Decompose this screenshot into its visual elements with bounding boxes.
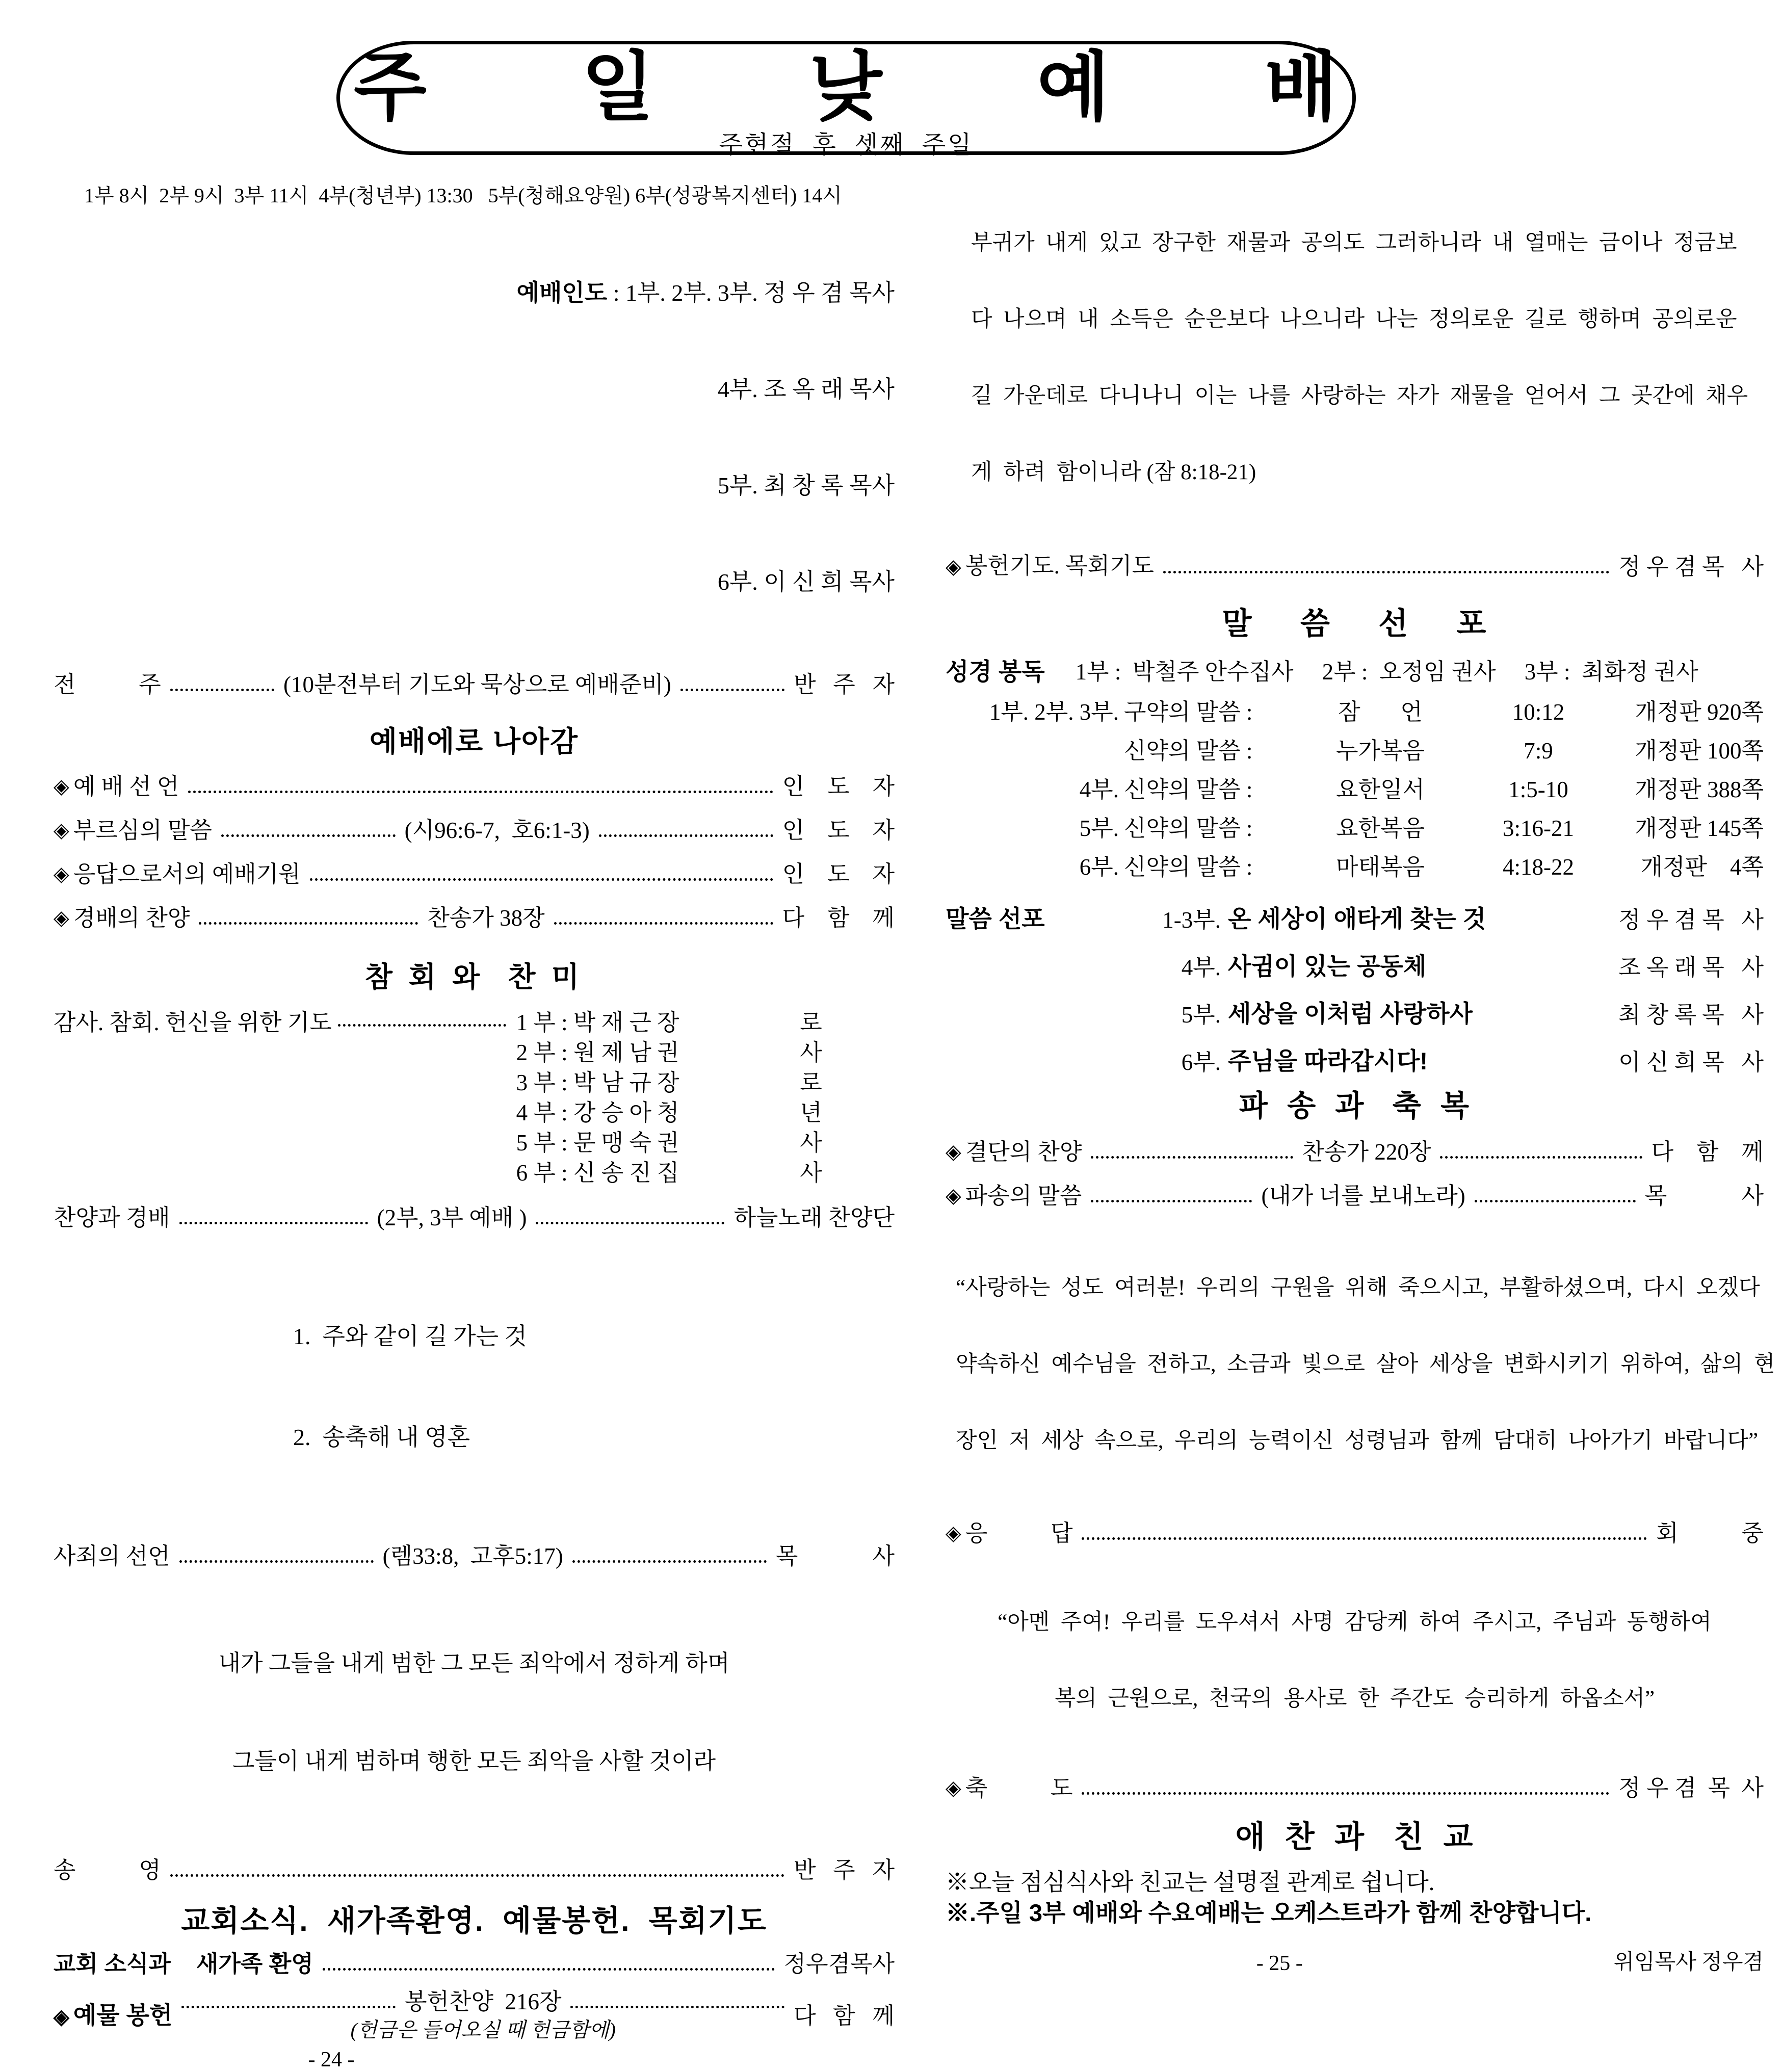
news-right: 정우겸목사 xyxy=(783,1951,895,1977)
leader-line: 5부. 최 창 록 목사 xyxy=(717,473,895,499)
reading-kind: 신약의 말씀 : xyxy=(1124,777,1253,802)
page-title: 주 일 낮 예 배 xyxy=(353,45,1339,129)
order-right: 다 함 께 xyxy=(782,905,895,931)
order-right: 인 도 자 xyxy=(782,861,895,887)
sermon-label: 말씀 선포 xyxy=(946,905,1045,932)
person-title: 사 xyxy=(800,1160,822,1186)
title-box xyxy=(336,41,1356,159)
notice-line: ※오늘 점심식사와 친교는 설명절 관계로 쉽니다. xyxy=(946,1869,1435,1895)
order-label: 파송의 말씀 xyxy=(965,1183,1082,1209)
benediction-label: 축 도 xyxy=(965,1775,1073,1801)
section-word-title: 말 씀 선 포 xyxy=(1222,607,1487,641)
offering-label-text: 예물 봉헌 xyxy=(73,2001,173,2029)
reading-book: 요한일서 xyxy=(1336,777,1425,802)
opening-verse xyxy=(946,179,1764,536)
diamond-icon: ◈ xyxy=(946,1140,961,1163)
diamond-icon: ◈ xyxy=(946,555,961,578)
prayer-person xyxy=(516,1158,822,1188)
reading-book: 요한복음 xyxy=(1336,816,1425,841)
order-label: 경배의 찬양 xyxy=(73,905,190,931)
page-number-right: - 25 - xyxy=(1256,1952,1303,1975)
dotted-leader xyxy=(179,1560,374,1563)
sermon-title: 온 세상이 애타게 찾는 것 xyxy=(1228,905,1486,932)
order-center: (시96:6-7, 호6:1-3) xyxy=(404,818,590,843)
order-right: 다 함 께 xyxy=(1651,1139,1764,1165)
verse-line: 다 나으며 내 소득은 순은보다 나으니라 나는 정의로운 길로 행하며 공의로운 xyxy=(971,307,1737,331)
praise-row xyxy=(54,1203,895,1232)
service-schedule: 1부 8시 2부 9시 3부 11시 4부(청년부) 13:30 5부(청해요양원) 6부(성광복지센터) 14시 xyxy=(84,184,842,207)
sermon-title: 사귐이 있는 공동체 xyxy=(1228,953,1427,980)
dotted-leader xyxy=(1475,1200,1636,1202)
person-name: 3 부 : 박 남 규 장 xyxy=(516,1070,679,1095)
sermon-row xyxy=(946,995,1764,1029)
order-label: 예 배 선 언 xyxy=(73,774,179,799)
absolution-right: 목 사 xyxy=(775,1543,895,1569)
dotted-leader xyxy=(1082,1537,1647,1540)
offering-hymn-line xyxy=(172,1987,794,2016)
leader-line: 6부. 이 신 희 목사 xyxy=(717,569,895,595)
absolution-label: 사죄의 선언 xyxy=(54,1543,170,1569)
order-label: 결단의 찬양 xyxy=(965,1139,1082,1165)
section-announcements-title: 교회소식. 새가족환영. 예물봉헌. 목회기도 xyxy=(181,1904,767,1937)
benediction-row xyxy=(946,1774,1764,1802)
sermon-part: 1-3부. xyxy=(1162,907,1221,933)
offering-row xyxy=(54,1987,895,2044)
dotted-leader xyxy=(310,878,773,881)
sermon-part: 4부. xyxy=(1181,955,1221,980)
order-center: 찬송가 220장 xyxy=(1302,1139,1431,1165)
reading-part xyxy=(946,738,1119,764)
dotted-leader xyxy=(221,834,396,837)
reading-part: 4부. xyxy=(1079,777,1119,802)
order-row xyxy=(946,1182,1764,1210)
benediction-right: 정 우 겸 목 사 xyxy=(1618,1775,1764,1801)
dotted-leader xyxy=(323,1968,775,1971)
reading-part: 6부. xyxy=(1079,854,1119,880)
diamond-icon: ◈ xyxy=(54,862,69,885)
diamond-icon: ◈ xyxy=(54,2005,69,2028)
dotted-leader xyxy=(554,922,773,925)
reading-page: 개정판 100쪽 xyxy=(1635,738,1764,764)
quote-line: 복의 근원으로, 천국의 용사로 한 주간도 승리하게 하옵소서” xyxy=(1054,1687,1655,1711)
person-name: 1 부 : 박 재 근 장 xyxy=(516,1010,679,1035)
page-number-left: - 24 - xyxy=(308,2048,355,2071)
reading-ref: 10:12 xyxy=(1512,699,1565,725)
sermon-part: 6부. xyxy=(1181,1050,1221,1075)
prelude-note: (10분전부터 기도와 묵상으로 예배준비) xyxy=(283,672,671,697)
prayer-person xyxy=(516,1098,822,1128)
reading-book: 잠 언 xyxy=(1338,699,1423,725)
person-title: 로 xyxy=(800,1070,822,1095)
reading-part: 5부. xyxy=(1079,816,1119,841)
absolution-verse xyxy=(54,1582,895,1843)
order-row xyxy=(54,904,895,932)
diamond-icon: ◈ xyxy=(946,1776,961,1799)
sending-quote xyxy=(946,1224,1775,1505)
praise-label: 찬양과 경배 xyxy=(54,1205,170,1230)
dotted-leader xyxy=(572,1560,767,1563)
reading-page: 개정판 4쪽 xyxy=(1640,854,1764,880)
notice-line-bold: ※.주일 3부 예배와 수요예배는 오케스트라가 함께 찬양합니다. xyxy=(946,1899,1592,1926)
left-page xyxy=(54,179,895,2072)
dotted-leader xyxy=(1440,1156,1642,1159)
prayer-person xyxy=(516,1128,822,1158)
section-fellowship-title: 애 찬 과 친 교 xyxy=(1235,1820,1474,1854)
response-label: 응 답 xyxy=(965,1520,1073,1546)
order-row xyxy=(54,816,895,845)
sermon-row xyxy=(946,1042,1764,1077)
offering-middle xyxy=(172,1987,794,2044)
sermon-part: 5부. xyxy=(1181,1002,1221,1028)
response-quote xyxy=(946,1559,1764,1763)
prayer-person xyxy=(516,1038,822,1068)
offering-prayer-text: 봉헌기도. 목회기도 xyxy=(965,553,1155,579)
doxology-row xyxy=(54,1856,895,1884)
reading-row xyxy=(946,816,1764,841)
verse-line: 내가 그들을 내게 범한 그 모든 죄악에서 정하게 하며 xyxy=(218,1650,730,1676)
order-row xyxy=(54,860,895,888)
prayer-people xyxy=(516,1008,822,1188)
section-approach-title: 예배에로 나아감 xyxy=(369,725,579,757)
dotted-leader xyxy=(680,689,784,691)
order-right: 목 사 xyxy=(1644,1183,1764,1209)
reading-kind: 신약의 말씀 : xyxy=(1124,816,1253,841)
dotted-leader xyxy=(338,1024,506,1027)
dotted-leader xyxy=(170,689,274,691)
diamond-icon: ◈ xyxy=(54,906,69,929)
dotted-leader xyxy=(179,1222,368,1224)
order-label: 응답으로서의 예배기원 xyxy=(73,861,301,887)
person-title: 로 xyxy=(800,1010,822,1035)
dotted-leader xyxy=(1091,1200,1252,1202)
verse-line: 길 가운데로 다니나니 이는 나를 사랑하는 자가 재물을 얻어서 그 곳간에 채우 xyxy=(971,384,1748,408)
offering-prayer-row xyxy=(946,552,1764,581)
leader-line xyxy=(54,277,895,309)
person-title: 사 xyxy=(800,1040,822,1065)
prelude-row xyxy=(54,670,895,699)
person-name: 6 부 : 신 송 진 집 xyxy=(516,1160,679,1186)
dotted-leader xyxy=(1091,1156,1293,1159)
reading-ref: 1:5-10 xyxy=(1508,777,1568,802)
dotted-leader xyxy=(170,1874,784,1877)
diamond-icon: ◈ xyxy=(946,1522,961,1544)
prayer-row xyxy=(54,1008,895,1188)
prelude-right: 반 주 자 xyxy=(794,672,895,697)
verse-line: 부귀가 내게 있고 장구한 재물과 공의도 그러하니라 내 열매는 금이나 정금보 xyxy=(971,231,1737,255)
page-subtitle: 주현절 후 셋째 주일 xyxy=(719,132,974,159)
order-row xyxy=(54,772,895,801)
sermon-preacher: 최 창 록 목 사 xyxy=(1618,1002,1764,1028)
dotted-leader xyxy=(1082,1792,1609,1795)
offering-label xyxy=(54,2001,172,2031)
dotted-leader xyxy=(599,834,773,837)
reading-part: 1부. 2부. 3부. xyxy=(989,699,1119,725)
diamond-icon: ◈ xyxy=(946,1184,961,1207)
leader-label: 예배인도 xyxy=(516,279,608,306)
reading-row xyxy=(946,854,1764,880)
dotted-leader xyxy=(188,791,773,793)
section-sending-title: 파 송 과 축 복 xyxy=(1239,1089,1471,1122)
sermon-preacher: 정 우 겸 목 사 xyxy=(1618,907,1764,933)
reading-book: 누가복음 xyxy=(1336,738,1425,764)
order-label: 부르심의 말씀 xyxy=(73,818,212,843)
prelude-label: 전 주 xyxy=(54,672,161,697)
reading-ref: 3:16-21 xyxy=(1503,816,1574,841)
absolution-row xyxy=(54,1542,895,1570)
quote-line: 약속하신 예수님을 전하고, 소금과 빛으로 살아 세상을 변화시키기 위하여, 삶의 현 xyxy=(956,1352,1775,1376)
sermon-preacher: 조 옥 래 목 사 xyxy=(1618,955,1764,980)
offering-hymn: 봉헌찬양 216장 xyxy=(405,1989,562,2014)
response-row xyxy=(946,1519,1764,1548)
quote-line: 장인 저 세상 속으로, 우리의 능력이신 성령님과 함께 담대히 나아가기 바랍니다” xyxy=(956,1429,1759,1453)
person-name: 4 부 : 강 승 아 청 xyxy=(516,1100,679,1125)
sermon-title: 세상을 이처럼 사랑하사 xyxy=(1228,1000,1473,1027)
scripture-reading-row xyxy=(946,658,1764,686)
order-right: 인 도 자 xyxy=(782,818,895,843)
reading-kind: 구약의 말씀 : xyxy=(1124,699,1253,725)
diamond-icon: ◈ xyxy=(54,775,69,798)
reading-ref: 7:9 xyxy=(1524,738,1553,764)
section-repentance-title: 참 회 와 찬 미 xyxy=(364,961,584,993)
order-center: 찬송가 38장 xyxy=(427,905,545,931)
diamond-icon: ◈ xyxy=(54,819,69,842)
news-row xyxy=(54,1950,895,1978)
quote-line: “아멘 주여! 우리를 도우셔서 사명 감당케 하여 주시고, 주님과 동행하여 xyxy=(998,1610,1712,1634)
order-right: 인 도 자 xyxy=(782,774,895,799)
reading-label: 성경 봉독 xyxy=(946,658,1045,685)
response-right: 회 중 xyxy=(1656,1520,1764,1546)
order-row xyxy=(946,1138,1764,1166)
person-title: 사 xyxy=(800,1130,822,1156)
reading-ref: 4:18-22 xyxy=(1503,854,1574,880)
absolution-ref: (렘33:8, 고후5:17) xyxy=(382,1543,563,1569)
song-list xyxy=(54,1252,895,1522)
person-name: 2 부 : 원 제 남 권 xyxy=(516,1040,679,1065)
worship-leaders xyxy=(54,213,895,662)
reading-page: 개정판 145쪽 xyxy=(1635,816,1764,841)
doxology-label: 송 영 xyxy=(54,1857,161,1883)
leader-line-rest: : 1부. 2부. 3부. 정 우 겸 목사 xyxy=(607,280,895,306)
song-item: 1. 주와 같이 길 가는 것 xyxy=(293,1323,527,1349)
sermon-row xyxy=(946,900,1764,934)
dotted-leader xyxy=(536,1222,724,1224)
praise-center: (2부, 3부 예배 ) xyxy=(377,1205,527,1230)
reading-row xyxy=(946,777,1764,802)
reading-kind: 신약의 말씀 : xyxy=(1124,854,1253,880)
prayer-person xyxy=(516,1008,822,1038)
person-name: 5 부 : 문 맹 숙 권 xyxy=(516,1130,679,1156)
offering-prayer-right: 정 우 겸 목 사 xyxy=(1618,554,1764,580)
prayer-person xyxy=(516,1068,822,1098)
verse-line: 그들이 내게 범하며 행한 모든 죄악을 사할 것이라 xyxy=(232,1748,716,1774)
doxology-right: 반 주 자 xyxy=(794,1857,895,1883)
dotted-leader xyxy=(1163,571,1609,573)
offering-right: 다 함 께 xyxy=(794,2003,895,2029)
offering-note: (헌금은 들어오실 때 헌금함에) xyxy=(350,2018,616,2041)
dotted-leader xyxy=(570,2006,784,2008)
reading-row xyxy=(946,699,1764,725)
reading-book: 마태복음 xyxy=(1336,854,1425,880)
reading-kind: 신약의 말씀 : xyxy=(1124,738,1253,764)
dotted-leader xyxy=(181,2006,396,2008)
order-center: (내가 너를 보내노라) xyxy=(1261,1183,1465,1209)
quote-line: “사랑하는 성도 여러분! 우리의 구원을 위해 죽으시고, 부활하셨으며, 다시 오겠다 xyxy=(956,1276,1760,1300)
sermon-row xyxy=(946,948,1764,982)
offering-prayer-label xyxy=(946,552,1154,581)
person-title: 년 xyxy=(800,1100,822,1125)
song-item: 2. 송축해 내 영혼 xyxy=(293,1424,470,1450)
news-label: 교회 소식과 새가족 환영 xyxy=(54,1951,313,1977)
reading-parts: 1부 : 박철주 안수집사 2부 : 오정임 권사 3부 : 최화정 권사 xyxy=(1075,659,1698,685)
right-footer xyxy=(946,1945,1764,1976)
prayer-label: 감사. 참회. 헌신을 위한 기도 xyxy=(54,1010,332,1035)
dotted-leader xyxy=(199,922,418,925)
reading-page: 개정판 388쪽 xyxy=(1635,777,1764,802)
praise-right: 하늘노래 찬양단 xyxy=(733,1205,895,1230)
signature: 위임목사 정우겸 xyxy=(1613,1951,1764,1974)
reading-page: 개정판 920쪽 xyxy=(1635,699,1764,725)
reading-row xyxy=(946,738,1764,764)
sermon-preacher: 이 신 희 목 사 xyxy=(1618,1050,1764,1075)
leader-line: 4부. 조 옥 래 목사 xyxy=(717,376,895,402)
verse-line: 게 하려 함이니라 (잠 8:18-21) xyxy=(971,460,1256,484)
right-page xyxy=(946,179,1775,1976)
sermon-title: 주님을 따라갑시다! xyxy=(1228,1047,1428,1074)
